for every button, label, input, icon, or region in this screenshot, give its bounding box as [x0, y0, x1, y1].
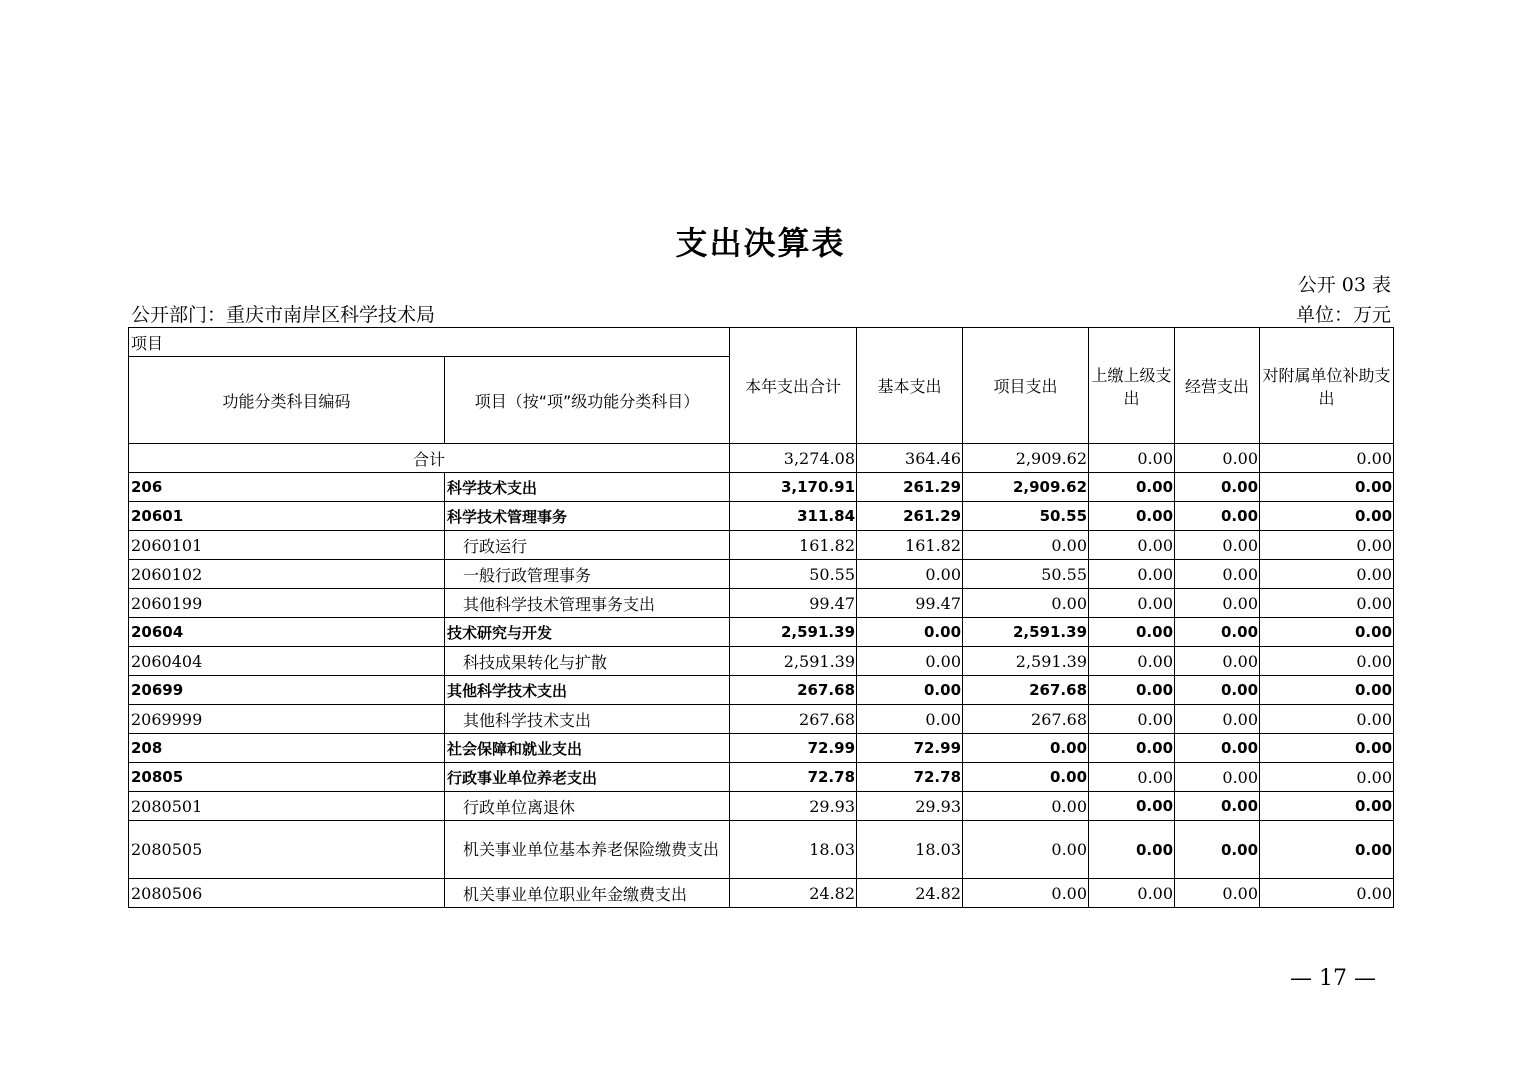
page-number: — 17 —	[1290, 966, 1376, 991]
row-code: 2060101	[129, 531, 445, 560]
header-total: 本年支出合计	[730, 328, 857, 444]
row-value: 24.82	[857, 879, 963, 908]
table-row	[129, 763, 1394, 792]
row-value: 161.82	[730, 531, 857, 560]
row-value: 267.68	[730, 705, 857, 734]
row-value: 0.00	[1089, 618, 1175, 647]
row-value: 0.00	[1089, 734, 1175, 763]
total-row	[129, 444, 1394, 473]
row-code: 20604	[129, 618, 445, 647]
row-value: 0.00	[1260, 821, 1394, 879]
row-value: 0.00	[1089, 647, 1175, 676]
row-value: 261.29	[857, 473, 963, 502]
row-value: 0.00	[1260, 676, 1394, 705]
row-value: 0.00	[1175, 705, 1260, 734]
row-value: 0.00	[1260, 560, 1394, 589]
header-project-expenditure: 项目支出	[963, 328, 1089, 444]
row-value: 2,591.39	[730, 647, 857, 676]
row-value: 0.00	[1260, 502, 1394, 531]
row-name: 社会保障和就业支出	[445, 734, 730, 763]
row-value: 0.00	[1175, 647, 1260, 676]
row-value: 50.55	[963, 502, 1089, 531]
row-value: 0.00	[857, 560, 963, 589]
table-row	[129, 705, 1394, 734]
row-value: 0.00	[1175, 879, 1260, 908]
row-value: 0.00	[1089, 879, 1175, 908]
row-value: 0.00	[857, 676, 963, 705]
row-value: 0.00	[1175, 792, 1260, 821]
row-value: 24.82	[730, 879, 857, 908]
table-row	[129, 647, 1394, 676]
table-row	[129, 618, 1394, 647]
row-value: 0.00	[1175, 589, 1260, 618]
row-name: 行政事业单位养老支出	[445, 763, 730, 792]
row-code: 2060199	[129, 589, 445, 618]
total-value: 3,274.08	[730, 444, 857, 473]
row-value: 0.00	[963, 821, 1089, 879]
row-value: 0.00	[1175, 531, 1260, 560]
row-value: 0.00	[1260, 618, 1394, 647]
row-value: 0.00	[1260, 473, 1394, 502]
row-value: 267.68	[963, 705, 1089, 734]
row-value: 72.99	[730, 734, 857, 763]
row-value: 0.00	[1175, 560, 1260, 589]
row-value: 0.00	[1260, 531, 1394, 560]
row-code: 206	[129, 473, 445, 502]
table-row	[129, 879, 1394, 908]
row-value: 0.00	[857, 647, 963, 676]
row-name: 科学技术支出	[445, 473, 730, 502]
row-value: 0.00	[1260, 647, 1394, 676]
row-value: 0.00	[1089, 502, 1175, 531]
page-title: 支出决算表	[675, 224, 846, 262]
row-value: 3,170.91	[730, 473, 857, 502]
row-value: 267.68	[963, 676, 1089, 705]
row-value: 0.00	[1175, 676, 1260, 705]
row-value: 0.00	[1260, 792, 1394, 821]
row-value: 0.00	[1260, 705, 1394, 734]
row-value: 0.00	[1175, 618, 1260, 647]
row-value: 0.00	[963, 879, 1089, 908]
expenditure-table	[128, 327, 1394, 908]
table-row	[129, 473, 1394, 502]
row-code: 20601	[129, 502, 445, 531]
table-row	[129, 560, 1394, 589]
total-value: 0.00	[1175, 444, 1260, 473]
row-value: 0.00	[1089, 531, 1175, 560]
row-value: 0.00	[1260, 734, 1394, 763]
row-value: 0.00	[857, 618, 963, 647]
header-upper: 上缴上级支出	[1089, 328, 1175, 444]
table-row	[129, 734, 1394, 763]
row-value: 0.00	[1089, 473, 1175, 502]
row-code: 20699	[129, 676, 445, 705]
row-value: 0.00	[1089, 792, 1175, 821]
row-value: 29.93	[857, 792, 963, 821]
row-value: 0.00	[857, 705, 963, 734]
form-number: 公开 03 表	[1297, 274, 1391, 296]
total-value: 0.00	[1260, 444, 1394, 473]
row-value: 0.00	[1260, 589, 1394, 618]
header-basic: 基本支出	[857, 328, 963, 444]
row-value: 0.00	[1089, 821, 1175, 879]
row-value: 267.68	[730, 676, 857, 705]
table-row	[129, 821, 1394, 879]
row-value: 2,591.39	[730, 618, 857, 647]
row-value: 18.03	[857, 821, 963, 879]
header-business: 经营支出	[1175, 328, 1260, 444]
header-code: 功能分类科目编码	[129, 357, 445, 444]
row-name: 其他科学技术支出	[445, 676, 730, 705]
row-value: 161.82	[857, 531, 963, 560]
row-value: 0.00	[1175, 473, 1260, 502]
header-subsidy: 对附属单位补助支出	[1260, 328, 1394, 444]
header-name: 项目（按“项”级功能分类科目）	[445, 357, 730, 444]
row-value: 0.00	[1260, 879, 1394, 908]
row-code: 2080505	[129, 821, 445, 879]
table-row	[129, 676, 1394, 705]
row-value: 0.00	[963, 792, 1089, 821]
department-label: 公开部门：重庆市南岸区科学技术局	[131, 304, 436, 326]
row-value: 72.78	[730, 763, 857, 792]
row-value: 0.00	[963, 763, 1089, 792]
row-value: 311.84	[730, 502, 857, 531]
row-code: 2060102	[129, 560, 445, 589]
row-name: 其他科学技术管理事务支出	[445, 589, 730, 618]
row-value: 0.00	[1260, 763, 1394, 792]
row-value: 50.55	[730, 560, 857, 589]
row-name: 行政运行	[445, 531, 730, 560]
row-value: 72.78	[857, 763, 963, 792]
row-value: 0.00	[1175, 502, 1260, 531]
row-value: 0.00	[1089, 763, 1175, 792]
row-value: 0.00	[1089, 676, 1175, 705]
total-label: 合计	[129, 444, 730, 473]
row-value: 0.00	[1175, 734, 1260, 763]
row-code: 2069999	[129, 705, 445, 734]
row-name: 行政单位离退休	[445, 792, 730, 821]
row-name: 机关事业单位基本养老保险缴费支出	[445, 821, 730, 879]
row-value: 2,909.62	[963, 473, 1089, 502]
row-value: 2,591.39	[963, 647, 1089, 676]
row-name: 其他科学技术支出	[445, 705, 730, 734]
unit-label: 单位：万元	[1295, 304, 1391, 326]
row-value: 261.29	[857, 502, 963, 531]
row-value: 0.00	[963, 589, 1089, 618]
row-code: 2080506	[129, 879, 445, 908]
row-value: 99.47	[857, 589, 963, 618]
total-value: 0.00	[1089, 444, 1175, 473]
header-project: 项目	[129, 328, 730, 357]
total-value: 364.46	[857, 444, 963, 473]
row-value: 0.00	[1089, 589, 1175, 618]
row-code: 2080501	[129, 792, 445, 821]
row-code: 2060404	[129, 647, 445, 676]
table-row	[129, 589, 1394, 618]
row-value: 0.00	[1175, 763, 1260, 792]
row-name: 机关事业单位职业年金缴费支出	[445, 879, 730, 908]
row-code: 20805	[129, 763, 445, 792]
row-value: 0.00	[1089, 560, 1175, 589]
row-value: 2,591.39	[963, 618, 1089, 647]
table-row	[129, 792, 1394, 821]
row-value: 18.03	[730, 821, 857, 879]
row-value: 29.93	[730, 792, 857, 821]
row-name: 科技成果转化与扩散	[445, 647, 730, 676]
table-row	[129, 531, 1394, 560]
total-value: 2,909.62	[963, 444, 1089, 473]
row-value: 0.00	[1089, 705, 1175, 734]
row-value: 0.00	[963, 734, 1089, 763]
row-name: 一般行政管理事务	[445, 560, 730, 589]
row-value: 0.00	[1175, 821, 1260, 879]
row-value: 72.99	[857, 734, 963, 763]
row-name: 科学技术管理事务	[445, 502, 730, 531]
row-value: 50.55	[963, 560, 1089, 589]
row-value: 0.00	[963, 531, 1089, 560]
table-row	[129, 502, 1394, 531]
row-code: 208	[129, 734, 445, 763]
row-value: 99.47	[730, 589, 857, 618]
row-name: 技术研究与开发	[445, 618, 730, 647]
